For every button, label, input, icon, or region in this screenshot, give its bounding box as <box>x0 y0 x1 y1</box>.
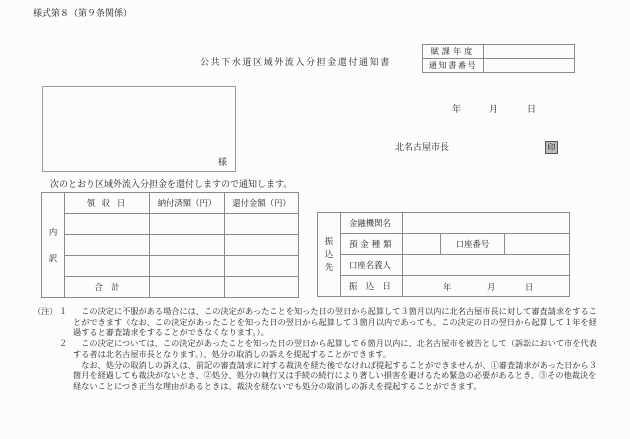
account-holder-label: 口座名義人 <box>341 255 403 276</box>
paid-amount-cell[interactable] <box>150 235 225 256</box>
deposit-type-field[interactable] <box>403 234 441 255</box>
addressee-box[interactable] <box>42 86 236 172</box>
detail-side-label <box>42 193 65 298</box>
addressee-honorific: 様 <box>217 158 227 168</box>
detail-side-char-2: 訳 <box>48 253 58 263</box>
transfer-date-year: 年 <box>443 282 452 292</box>
receipt-date-cell[interactable] <box>65 256 150 277</box>
seal-icon: 印 <box>545 141 558 154</box>
notes-section <box>33 306 598 392</box>
note-item-1 <box>33 306 598 338</box>
date-month-label: 月 <box>489 105 499 115</box>
transfer-side-char-3: 先 <box>324 262 334 272</box>
table-row <box>42 214 299 235</box>
paid-amount-cell[interactable] <box>150 256 225 277</box>
transfer-date-row <box>318 276 570 297</box>
note-text: この決定に不服がある場合には、この決定があったことを知った日の翌日から起算して３箇月以内に北名古屋市長に対して審査請求をすることができます（なお、この決定があったことを知った日の翌日から起算して３箇月以内であっても、この決定の日の翌日から起算して１年を経過すると審査請求をすることができなくなります。）。 <box>73 306 597 338</box>
receipt-date-cell[interactable] <box>65 235 150 256</box>
note-text: この決定については、この決定があったことを知った日の翌日から起算して６箇月以内に、北名古屋市を被告として（訴訟において市を代表する者は北名古屋市長となります。）、処分の取消しの訴えを提起することができます。 <box>73 338 597 359</box>
issuer-name: 北名古屋市長 <box>395 143 450 153</box>
bank-name-field[interactable] <box>403 213 570 234</box>
note-extra-text: なお、処分の取消しの訴えは、前記の審査請求に対する裁決を経た後でなければ提起することができませんが、①審査請求があった日から３箇月を経過しても裁決がないとき、②処分、処分の執行又は手続の続行により著しい損害を避けるため緊急の必要があるとき、③その他裁決を経ないことにつき正当な理由があるときは、裁決を経ないでも処分の取消しの訴えを提起することができます。 <box>73 359 597 391</box>
notes-prefix: （注） <box>33 306 58 316</box>
date-year-label: 年 <box>452 105 462 115</box>
note-item-2 <box>33 338 598 359</box>
holder-row <box>318 255 570 276</box>
date-day-label: 日 <box>527 105 537 115</box>
fiscal-year-field[interactable] <box>484 45 575 59</box>
detail-table <box>41 192 299 298</box>
refund-amount-cell[interactable] <box>225 256 299 277</box>
table-row <box>42 235 299 256</box>
transfer-side-char-1: 振 <box>324 236 334 246</box>
bank-row <box>318 213 570 234</box>
total-label: 合 計 <box>65 277 150 298</box>
transfer-side-label <box>318 213 341 297</box>
note-number: ２ <box>59 338 68 349</box>
meta-table <box>422 44 575 73</box>
deposit-type-label: 預金種類 <box>341 234 403 255</box>
total-row <box>42 277 299 298</box>
detail-side-char-1: 内 <box>48 227 58 237</box>
total-paid-cell[interactable] <box>150 277 225 298</box>
detail-header-row <box>42 193 299 214</box>
refund-amount-cell[interactable] <box>225 235 299 256</box>
transfer-table <box>317 212 570 297</box>
transfer-date-label: 振 込 日 <box>341 276 403 297</box>
transfer-date-month: 月 <box>487 282 496 292</box>
intro-text: 次のとおり区域外流入分担金を還付しますので通知します。 <box>50 180 293 190</box>
table-row <box>42 256 299 277</box>
deposit-row <box>318 234 570 255</box>
note-item-2-extra <box>33 360 598 392</box>
paid-amount-cell[interactable] <box>150 214 225 235</box>
account-number-field[interactable] <box>505 234 570 255</box>
document-title: 公共下水道区域外流入分担金還付通知書 <box>200 58 391 68</box>
account-number-label: 口座番号 <box>441 234 505 255</box>
account-holder-field[interactable] <box>403 255 570 276</box>
receipt-date-cell[interactable] <box>65 214 150 235</box>
transfer-date-day: 日 <box>525 282 534 292</box>
notice-number-field[interactable] <box>484 59 575 73</box>
notice-number-label: 通知書番号 <box>423 59 484 73</box>
refund-amount-cell[interactable] <box>225 214 299 235</box>
transfer-date-field[interactable] <box>403 276 570 297</box>
total-refund-cell[interactable] <box>225 277 299 298</box>
meta-row-notice-number <box>423 59 575 73</box>
transfer-side-char-2: 込 <box>324 249 334 259</box>
form-id: 様式第８（第９条関係） <box>33 9 133 19</box>
meta-row-fiscal-year <box>423 45 575 59</box>
fiscal-year-label: 賦課年度 <box>423 45 484 59</box>
header-receipt-date: 領 収 日 <box>65 193 150 214</box>
header-paid-amount: 納付済額（円） <box>150 193 225 214</box>
bank-name-label: 金融機関名 <box>341 213 403 234</box>
header-refund-amount: 還付金額（円） <box>225 193 299 214</box>
note-number: １ <box>59 306 68 316</box>
